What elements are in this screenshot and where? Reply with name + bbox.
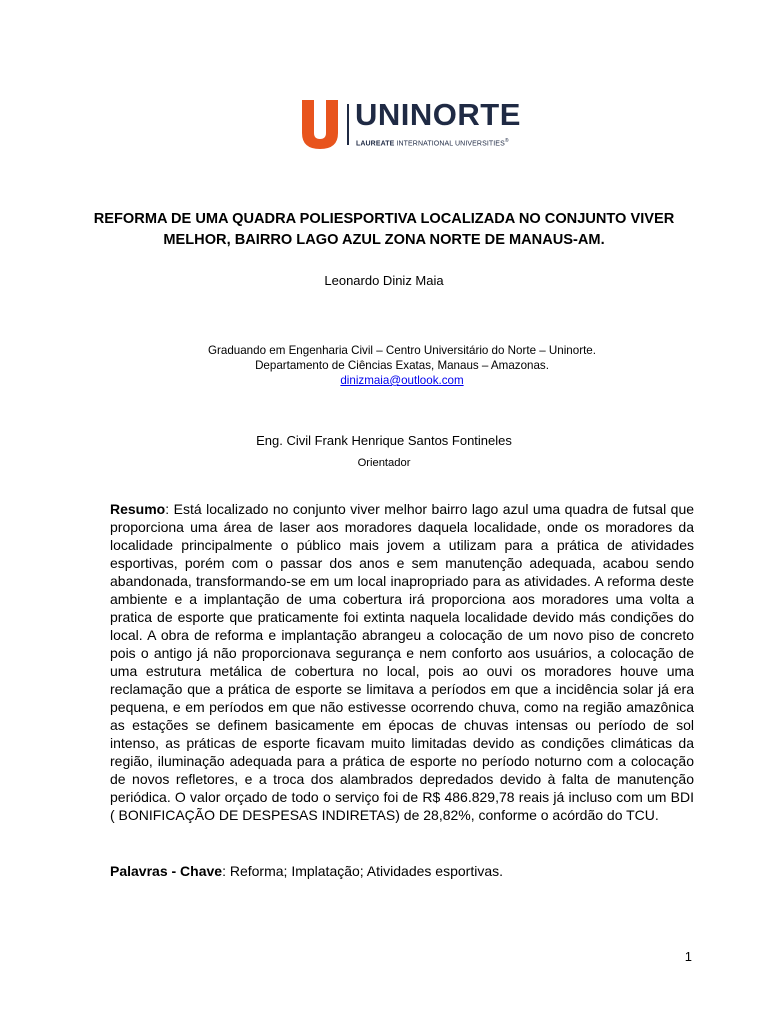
- affiliation: [0, 343, 768, 388]
- author-email-link[interactable]: dinizmaia@outlook.com: [340, 374, 464, 387]
- abstract-label: Resumo: [110, 501, 166, 517]
- keywords-text: Reforma; Implatação; Atividades esportivas.: [229, 863, 503, 879]
- uninorte-logo: [302, 97, 521, 150]
- abstract: [110, 500, 694, 824]
- logo-wordmark: UNINORTE: [355, 97, 521, 132]
- abstract-text: Está localizado no conjunto viver melhor bairro lago azul uma quadra de futsal que proporciona uma área de laser aos moradores daquela localidade, onde os moradores da localidade principalmente o público mais jovem a utilizam para a prática de atividades esportivas, porém com o passar dos anos e sem manutenção adequada, acabou sendo abandonada, transformando-se em um local inapropriado para as atividades. A reforma deste ambiente e a implantação de uma cobertura irá proporciona aos moradores uma volta a pratica de esporte que praticamente foi extinta naquela localidade devido más condições do local. A obra de reforma e implantação abrangeu a colocação de um novo piso de concreto pois o antigo já não proporcionava segurança e nem conforto aos usuários, a colocação de uma estrutura metálica de cobertura no local, pois ao ouvi os moradores houve uma reclamação que a prática de esporte se limitava a períodos em que a incidência solar já era pequena, e em períodos em que não estivesse ocorrendo chuva, como na região amazônica as estações se definem basicamente em épocas de chuvas intensas ou período de sol intenso, as práticas de esporte ficavam muito limitadas devido as condições climáticas da região, iluminação adequada para a prática de esporte no período noturno com a colocação de novos refletores, e a troca dos alambrados depredados devido à falta de manutenção periódica. O valor orçado de todo o serviço foi de R$ 486.829,78 reais já incluso com um BDI ( BONIFICAÇÃO DE DESPESAS INDIRETAS) de 28,82%, conforme o acórdão do TCU.: [110, 501, 695, 823]
- advisor-name: Eng. Civil Frank Henrique Santos Fontineles: [256, 433, 512, 448]
- keywords-label: Palavras - Chave: [110, 863, 223, 879]
- affiliation-line-1: Graduando em Engenharia Civil – Centro Universitário do Norte – Uninorte.: [208, 344, 596, 357]
- logo-divider: [347, 104, 349, 145]
- logo-tagline: [356, 138, 509, 147]
- logo-tagline-bold: LAUREATE: [356, 140, 395, 148]
- keywords: [110, 863, 694, 879]
- u-logo-icon: [302, 100, 338, 149]
- advisor-role: Orientador: [357, 457, 411, 469]
- keywords-separator: :: [222, 863, 230, 879]
- logo-tagline-rest: INTERNATIONAL UNIVERSITIES: [394, 140, 505, 148]
- paper-title: REFORMA DE UMA QUADRA POLIESPORTIVA LOCALIZADA NO CONJUNTO VIVER MELHOR, BAIRRO LAGO AZUL ZONA NORTE DE MANAUS-AM.: [93, 211, 675, 248]
- logo-tagline-mark: ®: [504, 138, 509, 144]
- page-number: 1: [684, 949, 692, 964]
- affiliation-line-2: Departamento de Ciências Exatas, Manaus – Amazonas.: [255, 359, 549, 372]
- author-name: Leonardo Diniz Maia: [324, 273, 444, 288]
- abstract-separator: :: [165, 501, 174, 517]
